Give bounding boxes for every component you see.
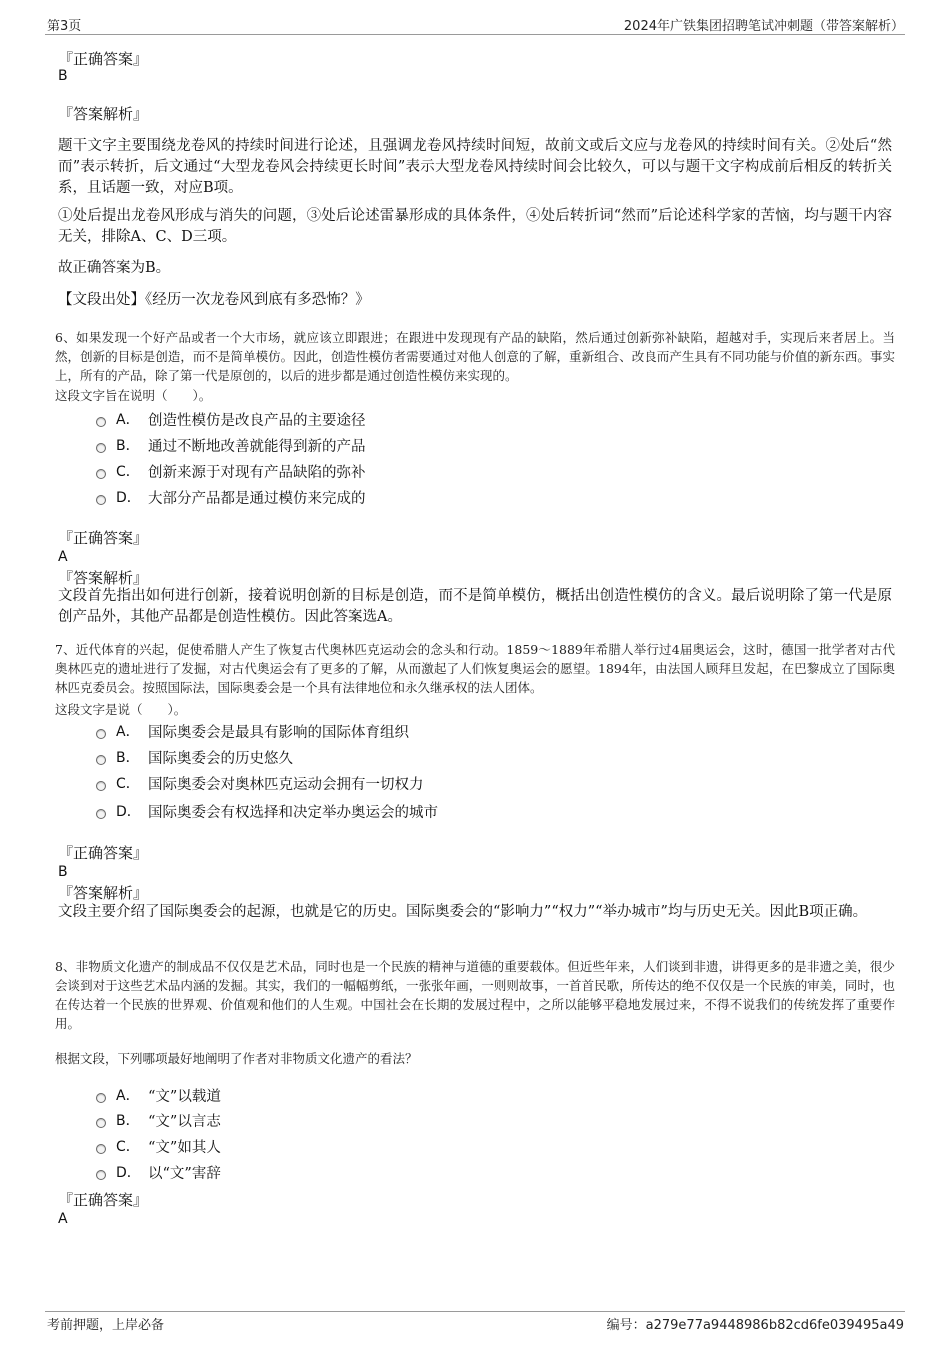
radio-icon[interactable] bbox=[96, 417, 106, 427]
radio-icon[interactable] bbox=[96, 1144, 106, 1154]
q5-answer: B bbox=[58, 68, 68, 84]
option-key: C． bbox=[116, 776, 140, 792]
radio-icon[interactable] bbox=[96, 1118, 106, 1128]
radio-icon[interactable] bbox=[96, 469, 106, 479]
q7-option-c[interactable] bbox=[96, 772, 424, 794]
q6-stem: 6、如果发现一个好产品或者一个大市场，就应该立即跟进；在跟进中发现现有产品的缺陷，然后通过创新弥补缺陷，超越对手，实现后来者居上。当然，创新的目标是创造，而不是简单模仿。因此，创造性模仿者需要通过对他人创意的了解，重新组合、改良而产生具有不同功能与价值的新东西。事实上，所有的产品，除了第一代是原创的，以后的进步都是通过创造性模仿来实现的。 bbox=[55, 330, 895, 383]
q5-source: 【文段出处】《经历一次龙卷风到底有多恐怖？》 bbox=[58, 292, 370, 308]
option-key: A． bbox=[116, 724, 140, 740]
option-text: “文”如其人 bbox=[148, 1139, 221, 1156]
q5-answer-label: 『正确答案』 bbox=[58, 50, 149, 68]
radio-icon[interactable] bbox=[96, 1093, 106, 1103]
option-key: C． bbox=[116, 464, 140, 480]
q8-option-d[interactable] bbox=[96, 1161, 221, 1183]
q8-prompt: 根据文段，下列哪项最好地阐明了作者对非物质文化遗产的看法？ bbox=[55, 1051, 418, 1066]
q7-analysis-label: 『答案解析』 bbox=[58, 884, 149, 902]
radio-icon[interactable] bbox=[96, 443, 106, 453]
q6-option-d[interactable] bbox=[96, 486, 366, 508]
q6-option-a[interactable] bbox=[96, 408, 366, 430]
q5-analysis-paragraph-3: 故正确答案为B。 bbox=[58, 260, 171, 276]
q7-option-b[interactable] bbox=[96, 746, 293, 768]
q6-answer: A bbox=[58, 549, 68, 565]
option-text: 创新来源于对现有产品缺陷的弥补 bbox=[148, 464, 366, 481]
option-key: B． bbox=[116, 438, 140, 454]
q6-analysis: 文段首先指出如何进行创新，接着说明创新的目标是创造，而不是简单模仿，概括出创造性模仿的含义。最后说明除了第一代是原创产品外，其他产品都是创造性模仿。因此答案选A。 bbox=[58, 588, 892, 625]
footer-slogan: 考前押题，上岸必备 bbox=[47, 1318, 165, 1333]
q8-stem: 8、非物质文化遗产的制成品不仅仅是艺术品，同时也是一个民族的精神与道德的重要载体。但近些年来，人们谈到非遗，讲得更多的是非遗之美，很少会谈到对于这些艺术品内涵的发掘。其实，我们的一幅幅剪纸，一张张年画，一则则故事，一首首民歌，所传达的绝不仅仅是一个民族的审美，同时，也在传达着一个民族的世界观、价值观和他们的人生观。中国社会在长期的发展过程中，之所以能够平稳地发展过来，不得不说我们的传统发挥了重要作用。 bbox=[55, 959, 895, 1031]
option-text: 国际奥委会是最具有影响的国际体育组织 bbox=[148, 724, 409, 741]
option-key: B． bbox=[116, 1113, 140, 1129]
footer-code-label: 编号： bbox=[606, 1318, 646, 1333]
footer-code-value: a279e77a9448986b82cd6fe039495a49 bbox=[645, 1318, 904, 1333]
option-text: 国际奥委会有权选择和决定举办奥运会的城市 bbox=[148, 804, 438, 821]
q8-option-b[interactable] bbox=[96, 1109, 221, 1131]
option-key: A． bbox=[116, 412, 140, 428]
option-text: 通过不断地改善就能得到新的产品 bbox=[148, 438, 366, 455]
option-text: “文”以言志 bbox=[148, 1113, 221, 1130]
document-title: 2024年广铁集团招聘笔试冲刺题（带答案解析） bbox=[623, 19, 904, 34]
q8-option-a[interactable] bbox=[96, 1084, 221, 1106]
option-key: A． bbox=[116, 1088, 140, 1104]
option-text: 国际奥委会对奥林匹克运动会拥有一切权力 bbox=[148, 776, 424, 793]
option-text: 国际奥委会的历史悠久 bbox=[148, 750, 293, 767]
q6-answer-label: 『正确答案』 bbox=[58, 529, 149, 547]
q7-answer: B bbox=[58, 864, 68, 880]
page-number: 第3页 bbox=[47, 19, 82, 34]
q6-option-c[interactable] bbox=[96, 460, 366, 482]
footer-code bbox=[607, 1314, 904, 1333]
q7-answer-label: 『正确答案』 bbox=[58, 844, 149, 862]
radio-icon[interactable] bbox=[96, 809, 106, 819]
q8-option-c[interactable] bbox=[96, 1135, 221, 1157]
option-key: D． bbox=[116, 490, 141, 506]
q6-analysis-label: 『答案解析』 bbox=[58, 569, 149, 587]
footer-rule bbox=[45, 1311, 905, 1312]
q7-option-d[interactable] bbox=[96, 800, 438, 822]
option-key: D． bbox=[116, 1165, 141, 1181]
q7-analysis: 文段主要介绍了国际奥委会的起源，也就是它的历史。国际奥委会的“影响力”“权力”“举办城市”均与历史无关。因此B项正确。 bbox=[58, 904, 868, 920]
option-text: 创造性模仿是改良产品的主要途径 bbox=[148, 412, 366, 429]
option-text: “文”以载道 bbox=[148, 1088, 221, 1105]
option-key: D． bbox=[116, 804, 141, 820]
radio-icon[interactable] bbox=[96, 755, 106, 765]
radio-icon[interactable] bbox=[96, 495, 106, 505]
q5-analysis-label: 『答案解析』 bbox=[58, 105, 149, 123]
radio-icon[interactable] bbox=[96, 1170, 106, 1180]
option-key: C． bbox=[116, 1139, 140, 1155]
option-key: B． bbox=[116, 750, 140, 766]
option-text: 大部分产品都是通过模仿来完成的 bbox=[148, 490, 366, 507]
header-rule bbox=[45, 34, 905, 35]
radio-icon[interactable] bbox=[96, 729, 106, 739]
option-text: 以“文”害辞 bbox=[148, 1165, 221, 1182]
q7-prompt: 这段文字是说（ ）。 bbox=[55, 702, 187, 717]
q7-option-a[interactable] bbox=[96, 720, 409, 742]
radio-icon[interactable] bbox=[96, 781, 106, 791]
q7-stem: 7、近代体育的兴起，促使希腊人产生了恢复古代奥林匹克运动会的念头和行动。1859～1889年希腊人举行过4届奥运会，这时，德国一批学者对古代奥林匹克的遗址进行了发掘，对古代奥运会有了更多的了解，从而激起了人们恢复奥运会的愿望。1894年，由法国人顾拜旦发起，在巴黎成立了国际奥林匹克委员会。按照国际法，国际奥委会是一个具有法律地位和永久继承权的法人团体。 bbox=[55, 642, 895, 695]
q6-option-b[interactable] bbox=[96, 434, 366, 456]
q6-prompt: 这段文字旨在说明（ ）。 bbox=[55, 388, 212, 403]
q5-analysis-paragraph-2: ①处后提出龙卷风形成与消失的问题，③处后论述雷暴形成的具体条件，④处后转折词“然而”后论述科学家的苦恼，均与题干内容无关，排除A、C、D三项。 bbox=[58, 208, 892, 245]
q8-answer: A bbox=[58, 1211, 68, 1227]
q5-analysis-paragraph-1: 题干文字主要围绕龙卷风的持续时间进行论述，且强调龙卷风持续时间短，故前文或后文应与龙卷风的持续时间有关。②处后“然而”表示转折，后文通过“大型龙卷风会持续更长时间”表示大型龙卷风持续时间会比较久，可以与题干文字构成前后相反的转折关系，且话题一致，对应B项。 bbox=[58, 138, 892, 196]
q8-answer-label: 『正确答案』 bbox=[58, 1191, 149, 1209]
